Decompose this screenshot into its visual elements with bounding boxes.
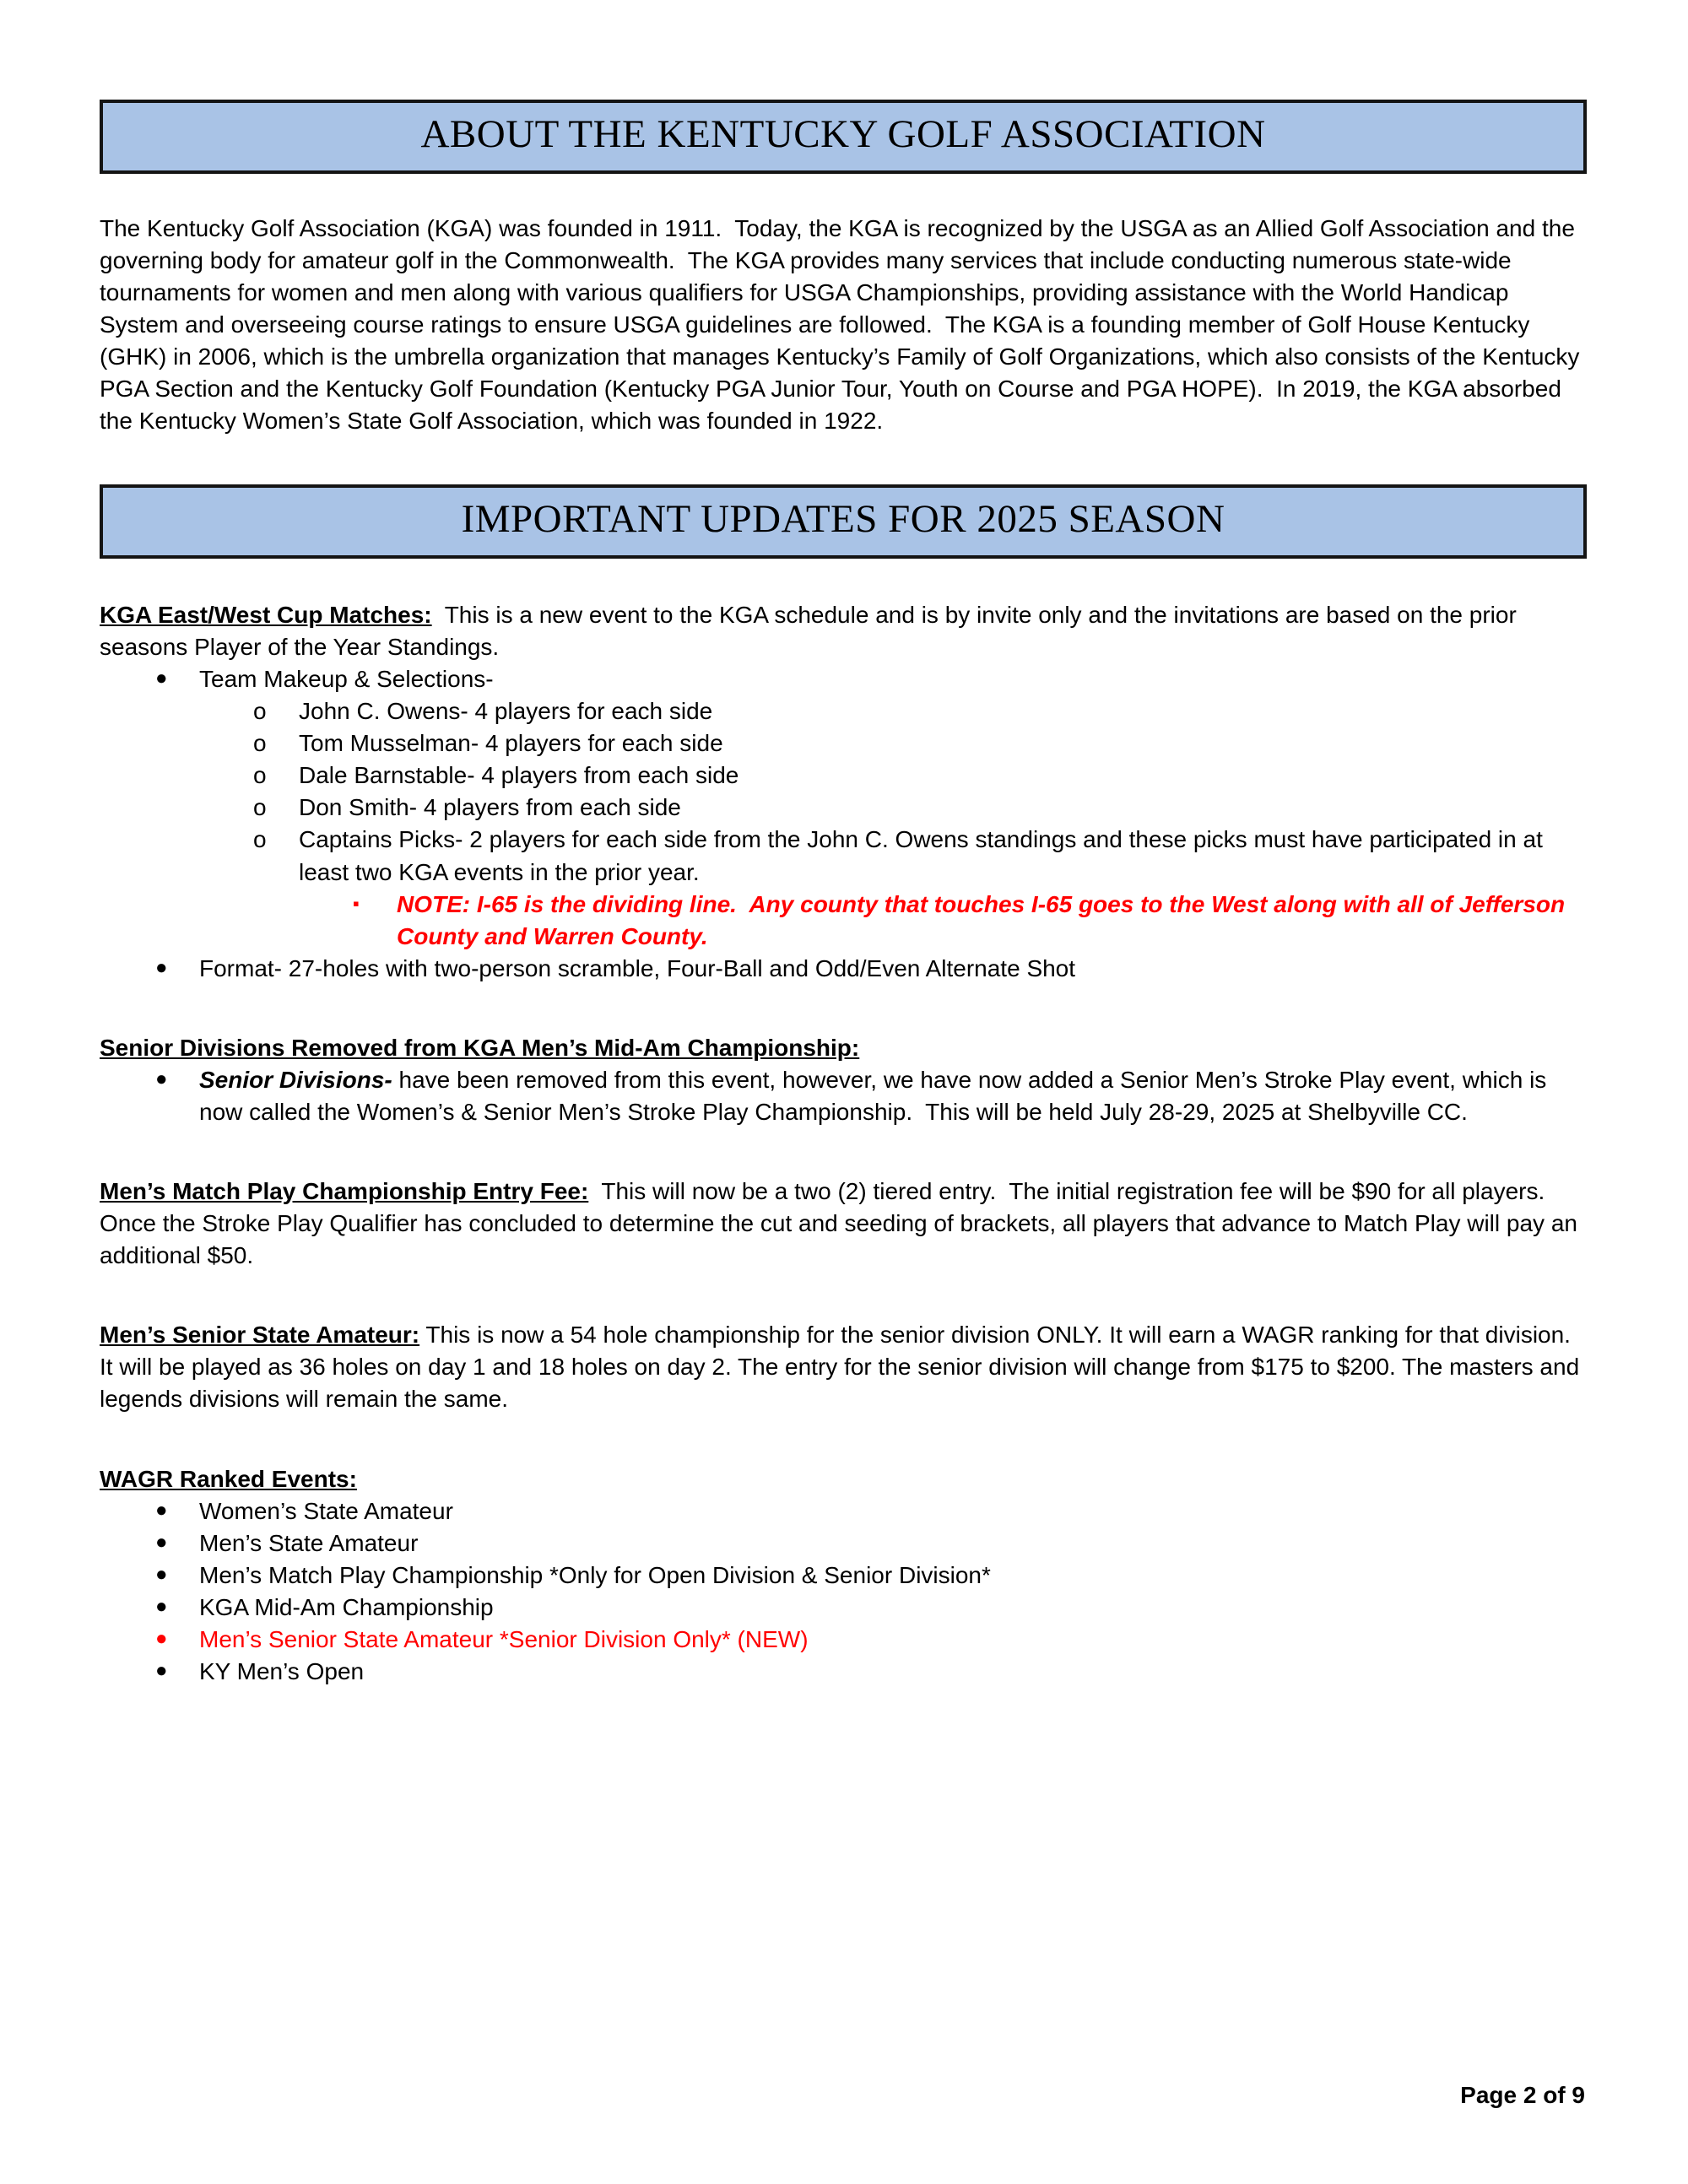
- wagr-heading: WAGR Ranked Events:: [100, 1465, 357, 1492]
- section-senior-divisions: [100, 1032, 1587, 1128]
- list-item-label: Don Smith- 4 players from each side: [299, 794, 681, 821]
- list-item: [100, 824, 1587, 888]
- list-item-label: Women’s State Amateur: [199, 1497, 453, 1524]
- bullet-icon: ●: [155, 1498, 168, 1522]
- list-item-label: [199, 1064, 1587, 1128]
- list-item: [100, 953, 1587, 985]
- senior-divisions-text: have been removed from this event, however, we have now added a Senior Men’s Stroke Play event, which is now called the Women’s & Senior Men’s Stroke Play Championship. This will be held July 28-29, 2025 at Shelbyville CC.: [199, 1066, 1554, 1126]
- list-item-label: John C. Owens- 4 players for each side: [299, 698, 713, 725]
- section-match-play-fee: [100, 1176, 1587, 1272]
- list-item: [100, 695, 1587, 727]
- about-paragraph: The Kentucky Golf Association (KGA) was founded in 1911. Today, the KGA is recognized by the USGA as an Allied Golf Association and the governing body for amateur golf in the Commonwealth. The KGA provides many services that include conducting numerous state-wide tournaments for women and men along with various qualifiers for USGA Championships, providing assistance with the World Handicap System and overseeing course ratings to ensure USGA guidelines are followed. The KGA is a founding member of Golf House Kentucky (GHK) in 2006, which is the umbrella organization that manages Kentucky’s Family of Golf Organizations, which also consists of the Kentucky PGA Section and the Kentucky Golf Foundation (Kentucky PGA Junior Tour, Youth on Course and PGA HOPE). In 2019, the KGA absorbed the Kentucky Women’s State Golf Association, which was founded in 1922.: [100, 214, 1587, 435]
- square-bullet-icon: ▪: [353, 892, 360, 914]
- list-item: [100, 1527, 1587, 1560]
- section-wagr-events: [100, 1463, 1587, 1689]
- east-west-intro: [100, 599, 1587, 663]
- bullet-icon: ●: [155, 1659, 168, 1683]
- bullet-icon: ●: [155, 1626, 168, 1650]
- page-number: Page 2 of 9: [1460, 2081, 1585, 2108]
- section-east-west: [100, 599, 1587, 985]
- bullet-icon: ●: [155, 667, 168, 690]
- banner-updates-title: IMPORTANT UPDATES FOR 2025 SEASON: [461, 497, 1225, 542]
- bullet-icon: ●: [155, 955, 168, 979]
- bullet-icon: ●: [155, 1530, 168, 1554]
- match-play-paragraph: [100, 1176, 1587, 1272]
- list-item: [100, 663, 1587, 695]
- list-item: [100, 1656, 1587, 1688]
- bullet-icon: ●: [155, 1594, 168, 1618]
- list-item: [100, 1560, 1587, 1592]
- list-item: [100, 792, 1587, 824]
- list-item: [100, 1064, 1587, 1128]
- senior-state-am-heading: Men’s Senior State Amateur:: [100, 1322, 420, 1349]
- list-item: [100, 1624, 1587, 1656]
- senior-state-am-paragraph: [100, 1319, 1587, 1415]
- senior-divisions-heading-row: [100, 1032, 1587, 1064]
- list-item: [100, 760, 1587, 792]
- list-item-label: Dale Barnstable- 4 players from each side: [299, 762, 739, 789]
- note-text: NOTE: I-65 is the dividing line. Any county that touches I-65 goes to the West along with all of Jefferson County and Warren County.: [397, 890, 1572, 949]
- list-item-label: Men’s Senior State Amateur *Senior Division Only* (NEW): [199, 1625, 809, 1652]
- list-item-label: Format- 27-holes with two-person scramble, Four-Ball and Odd/Even Alternate Shot: [199, 954, 1076, 981]
- section-banner-about: [100, 100, 1587, 174]
- east-west-intro-text: This is a new event to the KGA schedule and is by invite only and the invitations are based on the prior seasons Player of the Year Standings.: [100, 601, 1523, 660]
- circle-bullet-icon: o: [253, 698, 267, 725]
- list-item: [100, 727, 1587, 760]
- list-item-label: Tom Musselman- 4 players for each side: [299, 730, 723, 757]
- senior-divisions-lead: Senior Divisions-: [199, 1066, 392, 1093]
- list-item-label: Men’s State Amateur: [199, 1529, 419, 1556]
- match-play-heading: Men’s Match Play Championship Entry Fee:: [100, 1178, 589, 1205]
- bullet-icon: ●: [155, 1067, 168, 1090]
- banner-about-title: ABOUT THE KENTUCKY GOLF ASSOCIATION: [420, 112, 1266, 156]
- list-item-label: KGA Mid-Am Championship: [199, 1593, 494, 1620]
- note-item: [100, 889, 1587, 953]
- list-item: [100, 1495, 1587, 1527]
- senior-divisions-heading: Senior Divisions Removed from KGA Men’s Mid-Am Championship:: [100, 1034, 860, 1061]
- list-item: [100, 1592, 1587, 1624]
- wagr-heading-row: [100, 1463, 1587, 1495]
- list-item-label: KY Men’s Open: [199, 1658, 365, 1685]
- circle-bullet-icon: o: [253, 794, 267, 821]
- match-play-text: This will now be a two (2) tiered entry. The initial registration fee will be $90 for all players. Once the Stroke Play Qualifier has concluded to determine the cut and seeding of brackets, all players that advance to Match Play will pay an additional $50.: [100, 1178, 1584, 1269]
- list-item-label: Team Makeup & Selections-: [199, 666, 494, 693]
- list-item-label: Men’s Match Play Championship *Only for Open Division & Senior Division*: [199, 1561, 991, 1588]
- senior-state-am-text: This is now a 54 hole championship for the senior division ONLY. It will earn a WAGR ranking for that division. It will be played as 36 holes on day 1 and 18 holes on day 2. The entry for the senior division will change from $175 to $200. The masters and legends divisions will remain the same.: [100, 1322, 1586, 1413]
- circle-bullet-icon: o: [253, 730, 267, 757]
- bullet-icon: ●: [155, 1562, 168, 1586]
- east-west-heading: KGA East/West Cup Matches:: [100, 601, 432, 628]
- list-item-label: Captains Picks- 2 players for each side from the John C. Owens standings and these picks must have participated in at least two KGA events in the prior year.: [299, 826, 1550, 885]
- section-banner-updates: [100, 484, 1587, 559]
- circle-bullet-icon: o: [253, 826, 267, 853]
- circle-bullet-icon: o: [253, 762, 267, 789]
- section-senior-state-amateur: [100, 1319, 1587, 1415]
